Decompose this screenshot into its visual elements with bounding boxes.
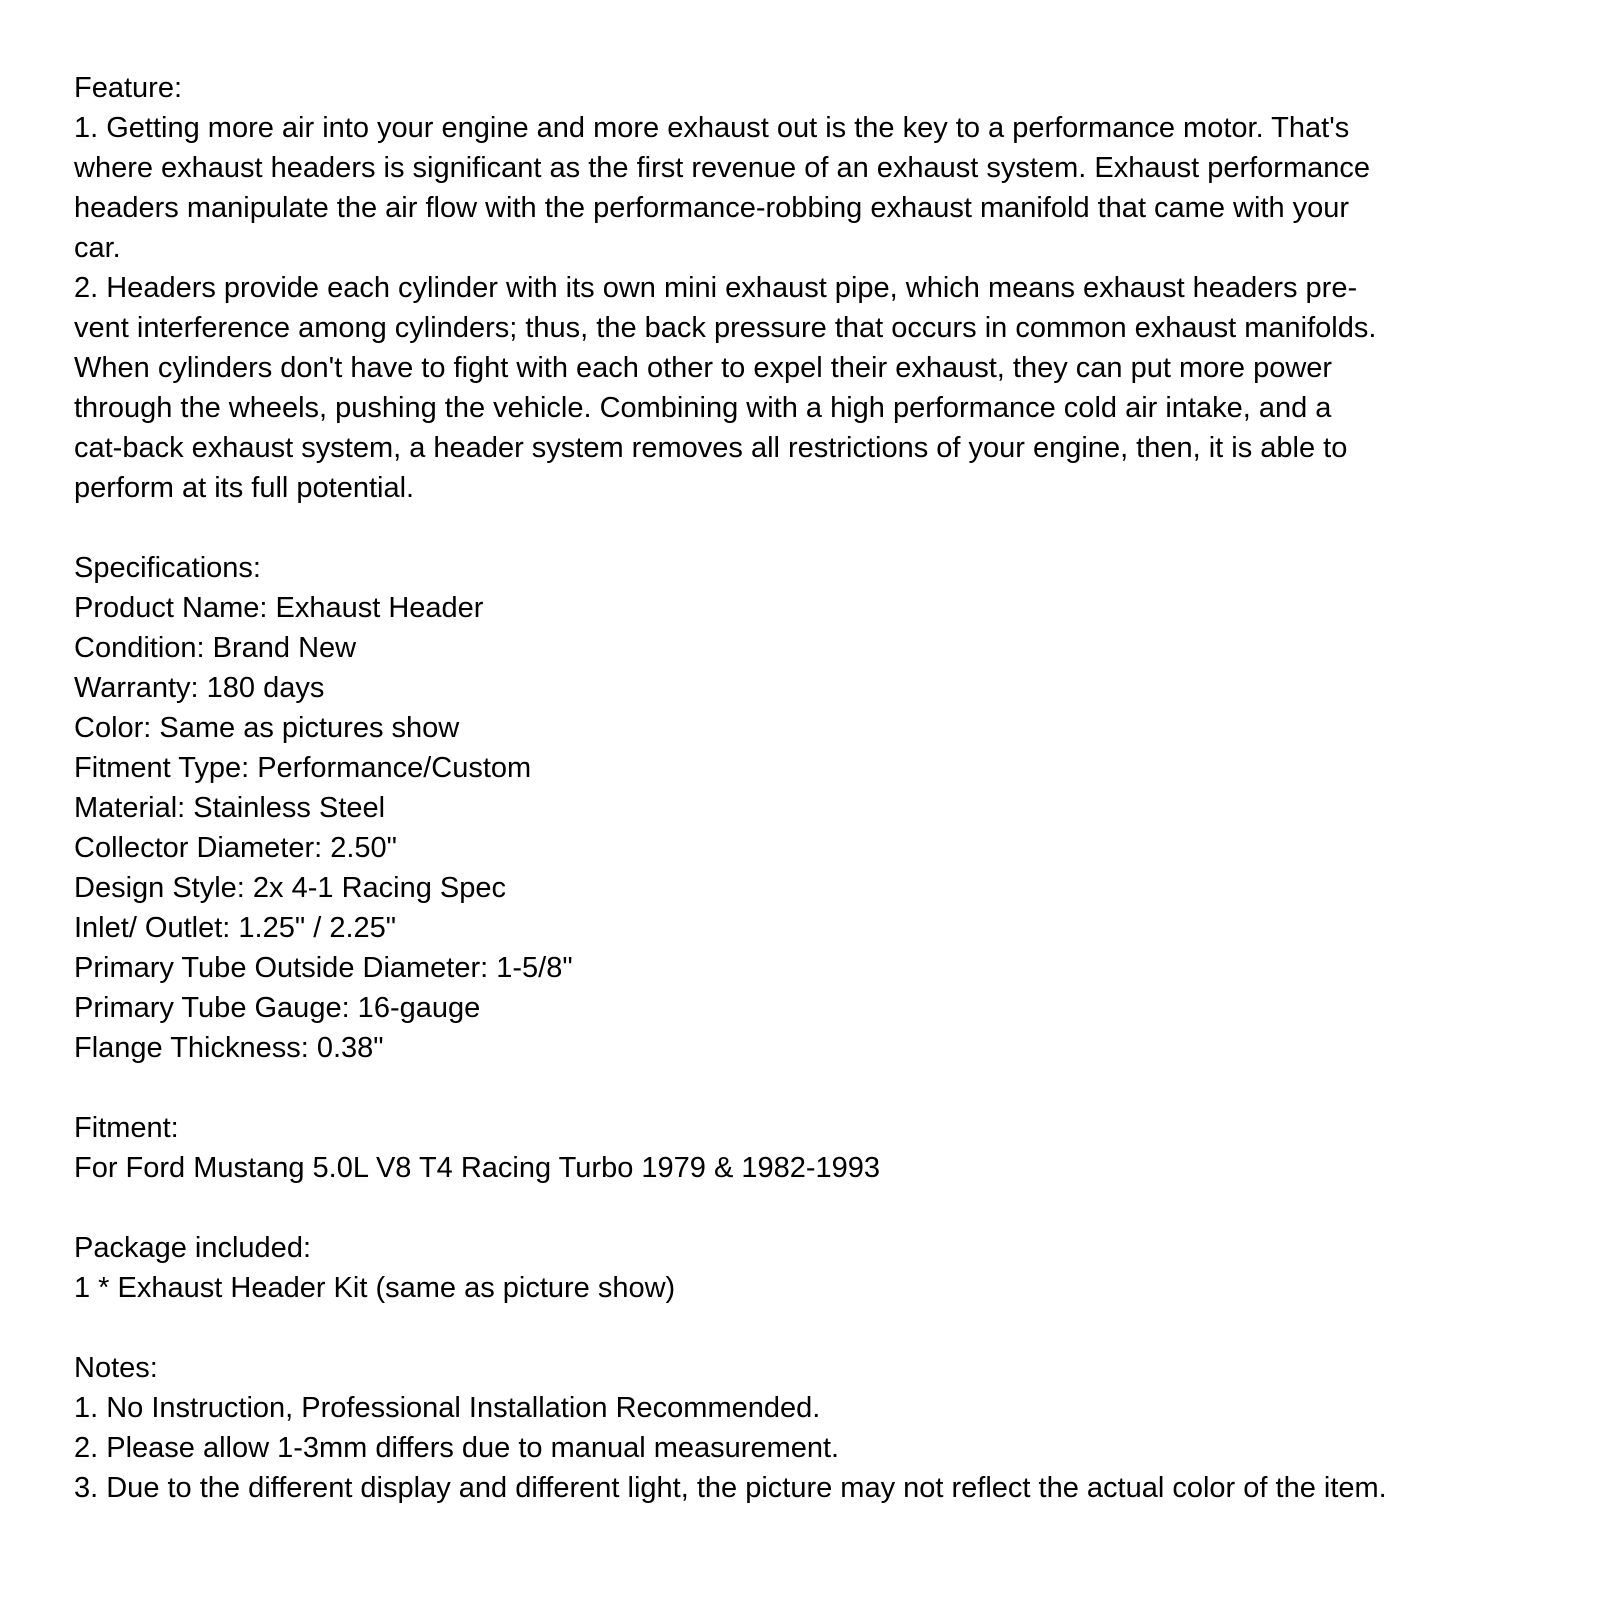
feature-line: When cylinders don't have to fight with each other to expel their exhaust, they can put more power bbox=[74, 352, 1333, 384]
spec-line: Inlet/ Outlet: 1.25" / 2.25" bbox=[74, 912, 397, 944]
spec-line: Primary Tube Gauge: 16-gauge bbox=[74, 992, 481, 1024]
specifications-heading: Specifications: bbox=[74, 552, 261, 584]
spec-line: Flange Thickness: 0.38" bbox=[74, 1032, 384, 1064]
note-line: 3. Due to the different display and different light, the picture may not reflect the actual color of the item. bbox=[74, 1472, 1387, 1504]
notes-section bbox=[74, 1348, 1554, 1508]
package-heading: Package included: bbox=[74, 1232, 311, 1264]
spec-line: Fitment Type: Performance/Custom bbox=[74, 752, 532, 784]
section-spacer bbox=[74, 1308, 1554, 1348]
feature-line: 1. Getting more air into your engine and more exhaust out is the key to a performance motor. That's bbox=[74, 112, 1350, 144]
feature-line: vent interference among cylinders; thus, the back pressure that occurs in common exhaust manifolds. bbox=[74, 312, 1377, 344]
spec-line: Collector Diameter: 2.50" bbox=[74, 832, 397, 864]
package-section bbox=[74, 1228, 1554, 1308]
spec-line: Product Name: Exhaust Header bbox=[74, 592, 484, 624]
spec-line: Color: Same as pictures show bbox=[74, 712, 460, 744]
note-line: 2. Please allow 1-3mm differs due to manual measurement. bbox=[74, 1432, 840, 1464]
spec-line: Warranty: 180 days bbox=[74, 672, 325, 704]
section-spacer bbox=[74, 1188, 1554, 1228]
feature-line: cat-back exhaust system, a header system removes all restrictions of your engine, then, it is able to bbox=[74, 432, 1348, 464]
notes-heading: Notes: bbox=[74, 1352, 158, 1384]
feature-line: perform at its full potential. bbox=[74, 472, 415, 504]
spec-line: Primary Tube Outside Diameter: 1-5/8" bbox=[74, 952, 573, 984]
fitment-section bbox=[74, 1108, 1554, 1188]
feature-section bbox=[74, 68, 1554, 508]
product-description bbox=[74, 68, 1554, 1508]
feature-line: headers manipulate the air flow with the performance-robbing exhaust manifold that came with your bbox=[74, 192, 1350, 224]
spec-line: Design Style: 2x 4-1 Racing Spec bbox=[74, 872, 506, 904]
fitment-heading: Fitment: bbox=[74, 1112, 179, 1144]
feature-heading: Feature: bbox=[74, 72, 182, 104]
specifications-section bbox=[74, 548, 1554, 1068]
feature-line: 2. Headers provide each cylinder with its own mini exhaust pipe, which means exhaust headers pre- bbox=[74, 272, 1358, 304]
spec-line: Condition: Brand New bbox=[74, 632, 357, 664]
fitment-line: For Ford Mustang 5.0L V8 T4 Racing Turbo 1979 & 1982-1993 bbox=[74, 1152, 881, 1184]
feature-line: through the wheels, pushing the vehicle. Combining with a high performance cold air intake, and a bbox=[74, 392, 1332, 424]
package-line: 1 * Exhaust Header Kit (same as picture show) bbox=[74, 1272, 676, 1304]
section-spacer bbox=[74, 1068, 1554, 1108]
note-line: 1. No Instruction, Professional Installation Recommended. bbox=[74, 1392, 821, 1424]
feature-line: where exhaust headers is significant as the first revenue of an exhaust system. Exhaust performance bbox=[74, 152, 1371, 184]
feature-line: car. bbox=[74, 232, 121, 264]
spec-line: Material: Stainless Steel bbox=[74, 792, 386, 824]
section-spacer bbox=[74, 508, 1554, 548]
